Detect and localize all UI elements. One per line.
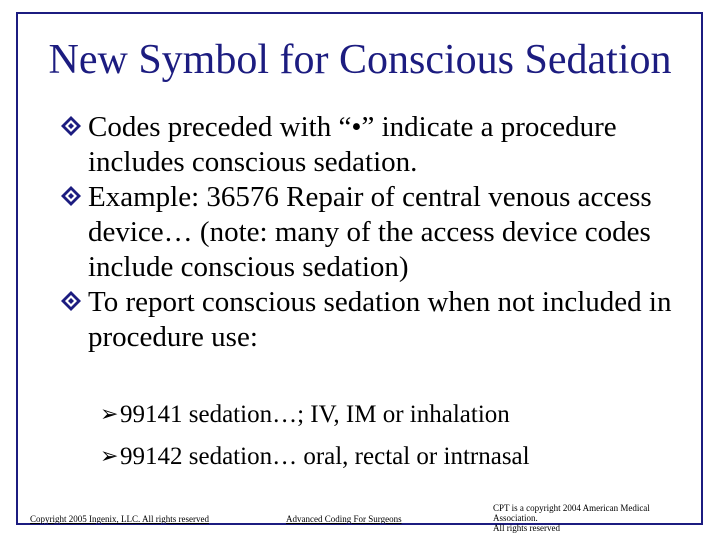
bullet-item [60,110,700,180]
sub-bullet-list [100,398,660,482]
diamond-checker-icon [60,290,84,314]
sub-bullet-text: 99142 sedation… oral, rectal or intrnasal [120,443,530,470]
footer-cpt-line1: CPT is a copyright 2004 American Medical Association. [493,503,650,523]
sub-bullet-text: 99141 sedation…; IV, IM or inhalation [120,401,510,428]
sub-bullet-item [100,398,660,432]
diamond-checker-icon [60,185,84,209]
bullet-list [60,110,700,355]
bullet-text: Codes preceded with “•” indicate a procedure includes conscious sedation. [88,111,617,178]
bullet-item [60,180,700,285]
slide-title: New Symbol for Conscious Sedation [48,37,672,83]
bullet-text: To report conscious sedation when not included in procedure use: [88,286,672,353]
arrow-bullet-icon: ➢ [100,444,119,469]
footer-copyright: Copyright 2005 Ingenix, LLC. All rights reserved [30,514,209,524]
footer-course-title: Advanced Coding For Surgeons [286,514,402,524]
footer-cpt-notice [493,503,693,533]
bullet-item [60,285,700,355]
arrow-bullet-icon: ➢ [100,402,119,427]
sub-bullet-item [100,440,660,474]
bullet-text: Example: 36576 Repair of central venous access device… (note: many of the access device codes include conscious sedation) [88,181,652,283]
footer-cpt-line2: All rights reserved [493,523,560,533]
diamond-checker-icon [60,115,84,139]
